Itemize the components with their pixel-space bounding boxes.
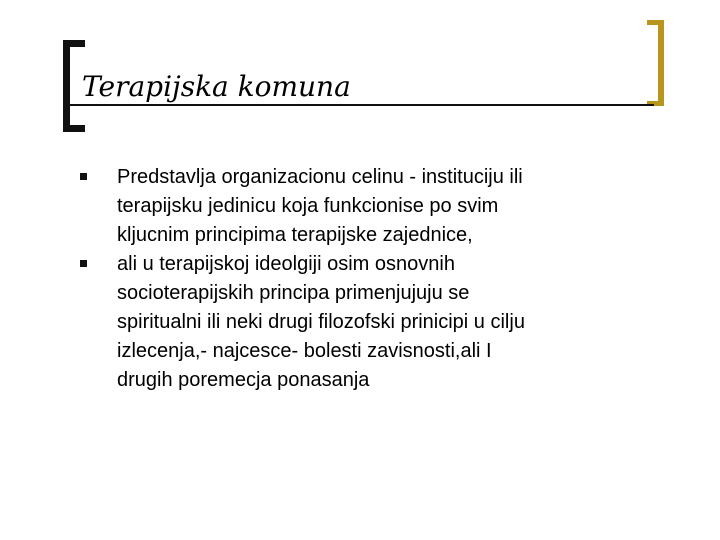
bullet-text: Predstavlja organizacionu celinu - instituciju ili terapijsku jedinicu koja funkcionise po svim kljucnim principima terapijske zajednice, [117, 166, 523, 246]
title-right-bracket-decoration [647, 20, 664, 106]
slide-title: Terapijska komuna [82, 70, 351, 103]
bullet-list [80, 163, 680, 395]
square-bullet-icon [80, 260, 87, 267]
bullet-item [80, 250, 680, 395]
bullet-text: ali u terapijskoj ideolgiji osim osnovnih socioterapijskih principa primenjujuju se spiritualni ili neki drugi filozofski prinicipi u cilju izlecenja,- najcesce- bolesti zavisnosti,ali I drugih poremecja ponasanja [117, 253, 525, 391]
title-underline [70, 104, 654, 106]
square-bullet-icon [80, 173, 87, 180]
bullet-item [80, 163, 680, 250]
